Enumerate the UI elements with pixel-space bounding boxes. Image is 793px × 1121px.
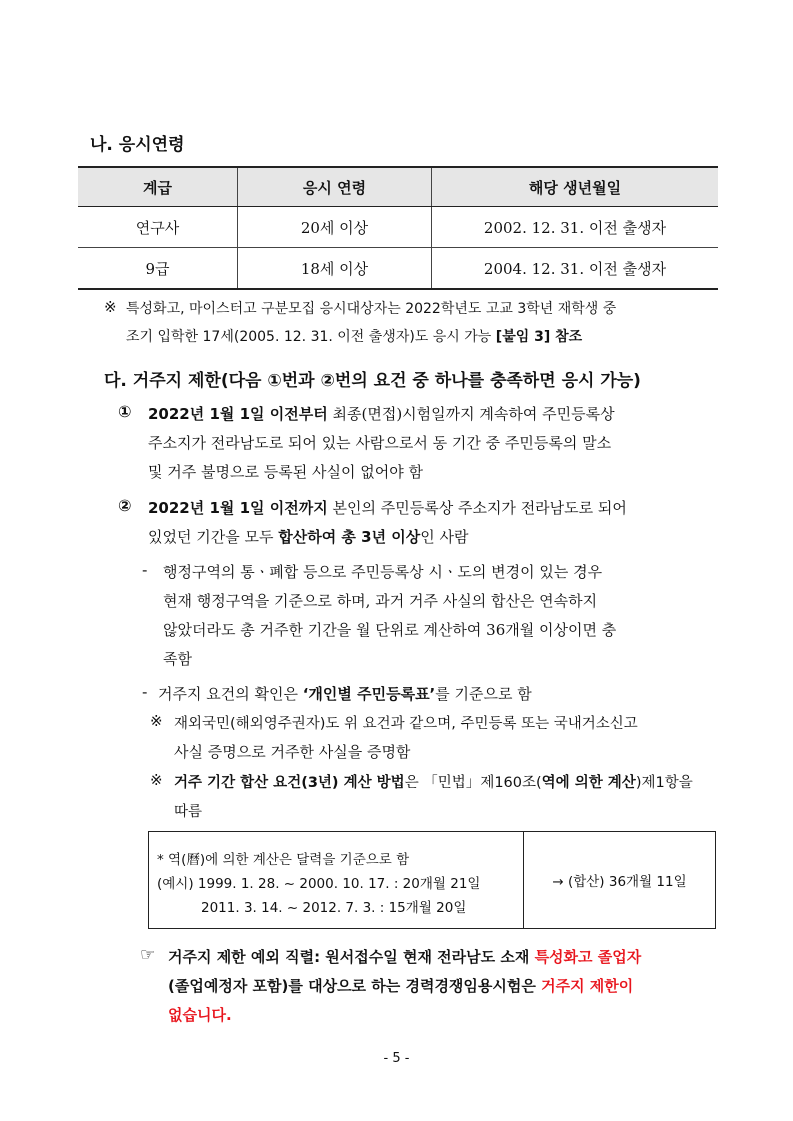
table-cell: 9급 xyxy=(78,248,238,290)
age-note-line1: 특성화고, 마이스터고 구분모집 응시대상자는 2022학년도 고교 3학년 재학생 중 xyxy=(126,301,617,317)
req2-text: 본인의 주민등록상 주소지가 전라남도로 되어 xyxy=(327,499,627,517)
exception-text-a: 거주지 제한 예외 직렬: 원서접수일 현재 전라남도 소재 xyxy=(168,948,535,966)
table-cell: 18세 이상 xyxy=(238,248,432,290)
req2-text-a: 있었던 기간을 모두 xyxy=(148,528,279,546)
hand-pointer-icon: ☞ xyxy=(140,945,156,965)
bullet2-document: ‘개인별 주민등록표’ xyxy=(302,685,436,703)
req1-text: 최종(면접)시험일까지 계속하여 주민등록상 xyxy=(327,405,615,423)
exception-line3: 없습니다. xyxy=(168,1006,232,1024)
calc-line3: 2011. 3. 14. ~ 2012. 7. 3. : 15개월 20일 xyxy=(201,900,467,916)
exception-line1 xyxy=(168,946,641,967)
note2-calc: 역에 의한 계산 xyxy=(541,775,636,791)
page-number: - 5 - xyxy=(383,1051,410,1066)
req1-line2: 주소지가 전라남도로 되어 있는 사람으로서 동 기간 중 주민등록의 말소 xyxy=(148,434,612,452)
table-cell: 연구사 xyxy=(78,207,238,248)
note1-line2: 사실 증명으로 거주한 사실을 증명함 xyxy=(174,743,411,761)
req1-line3: 및 거주 불명으로 등록된 사실이 없어야 함 xyxy=(148,463,423,481)
table-row xyxy=(78,207,718,248)
bullet1-line1: 행정구역의 통ㆍ폐합 등으로 주민등록상 시ㆍ도의 변경이 있는 경우 xyxy=(163,563,603,581)
note-mark: ※ xyxy=(104,298,117,316)
age-note-line2 xyxy=(126,326,582,346)
table-header: 계급 xyxy=(78,167,238,207)
age-note-text: 조기 입학한 17세(2005. 12. 31. 이전 출생자)도 응시 가능 xyxy=(126,329,496,345)
table-cell: 2004. 12. 31. 이전 출생자 xyxy=(432,248,719,290)
req1-date: 2022년 1월 1일 이전부터 xyxy=(148,405,328,423)
table-cell: 2002. 12. 31. 이전 출생자 xyxy=(432,207,719,248)
bullet2-line xyxy=(158,683,532,704)
req2-text-c: 인 사람 xyxy=(420,528,469,546)
age-table xyxy=(78,166,718,290)
note2-text-b: 은 「민법」제160조( xyxy=(404,775,542,791)
note-mark: ※ xyxy=(150,771,163,789)
req2-date: 2022년 1월 1일 이전까지 xyxy=(148,499,328,517)
bullet1-line3: 않았더라도 총 거주한 기간을 월 단위로 계산하여 36개월 이상이면 충 xyxy=(163,621,617,639)
table-header: 응시 연령 xyxy=(238,167,432,207)
note2-text-d: )제1항을 xyxy=(635,775,693,791)
calc-example-left xyxy=(149,832,524,928)
note2-method: 거주 기간 합산 요건(3년) 계산 방법 xyxy=(174,775,405,791)
age-note-reference: [붙임 3] 참조 xyxy=(495,329,583,345)
req2-line1 xyxy=(148,497,627,518)
req1-number: ① xyxy=(118,402,132,421)
calc-line1: * 역(曆)에 의한 계산은 달력을 기준으로 함 xyxy=(157,852,410,868)
exception-highlight-no-limit: 거주지 제한이 xyxy=(541,977,634,995)
table-header-row xyxy=(78,167,718,207)
note-mark: ※ xyxy=(150,712,163,730)
table-row xyxy=(78,248,718,290)
bullet-dash: - xyxy=(142,683,148,701)
calc-line2: (예시) 1999. 1. 28. ~ 2000. 10. 17. : 20개월 21일 xyxy=(157,876,481,892)
note1-line1: 재외국민(해외영주권자)도 위 요건과 같으며, 주민등록 또는 국내거소신고 xyxy=(174,716,638,732)
table-header: 해당 생년월일 xyxy=(432,167,719,207)
req2-emphasis: 합산하여 총 3년 이상 xyxy=(278,528,421,546)
bullet1-line4: 족함 xyxy=(163,650,192,668)
bullet-dash: - xyxy=(142,561,148,579)
req1-line1 xyxy=(148,403,615,424)
bullet1-line2: 현재 행정구역을 기준으로 하며, 과거 거주 사실의 합산은 연속하지 xyxy=(163,592,598,610)
calc-result: → (합산) 36개월 11일 xyxy=(552,874,687,890)
bullet2-text-a: 거주지 요건의 확인은 xyxy=(158,685,303,703)
calc-example-box xyxy=(148,831,716,929)
exception-text-c: (졸업예정자 포함)를 대상으로 하는 경력경쟁임용시험은 xyxy=(168,977,542,995)
note2-line1 xyxy=(174,771,693,792)
section-title-age: 나. 응시연령 xyxy=(90,135,185,155)
exception-highlight-school: 특성화고 졸업자 xyxy=(534,948,642,966)
bullet2-text-c: 를 기준으로 함 xyxy=(435,685,532,703)
section-title-residence: 다. 거주지 제한(다음 ①번과 ②번의 요건 중 하나를 충족하면 응시 가능) xyxy=(104,371,641,391)
note2-line2: 따름 xyxy=(174,804,203,820)
table-cell: 20세 이상 xyxy=(238,207,432,248)
req2-number: ② xyxy=(118,496,132,515)
exception-line2 xyxy=(168,975,633,996)
req2-line2 xyxy=(148,526,469,547)
